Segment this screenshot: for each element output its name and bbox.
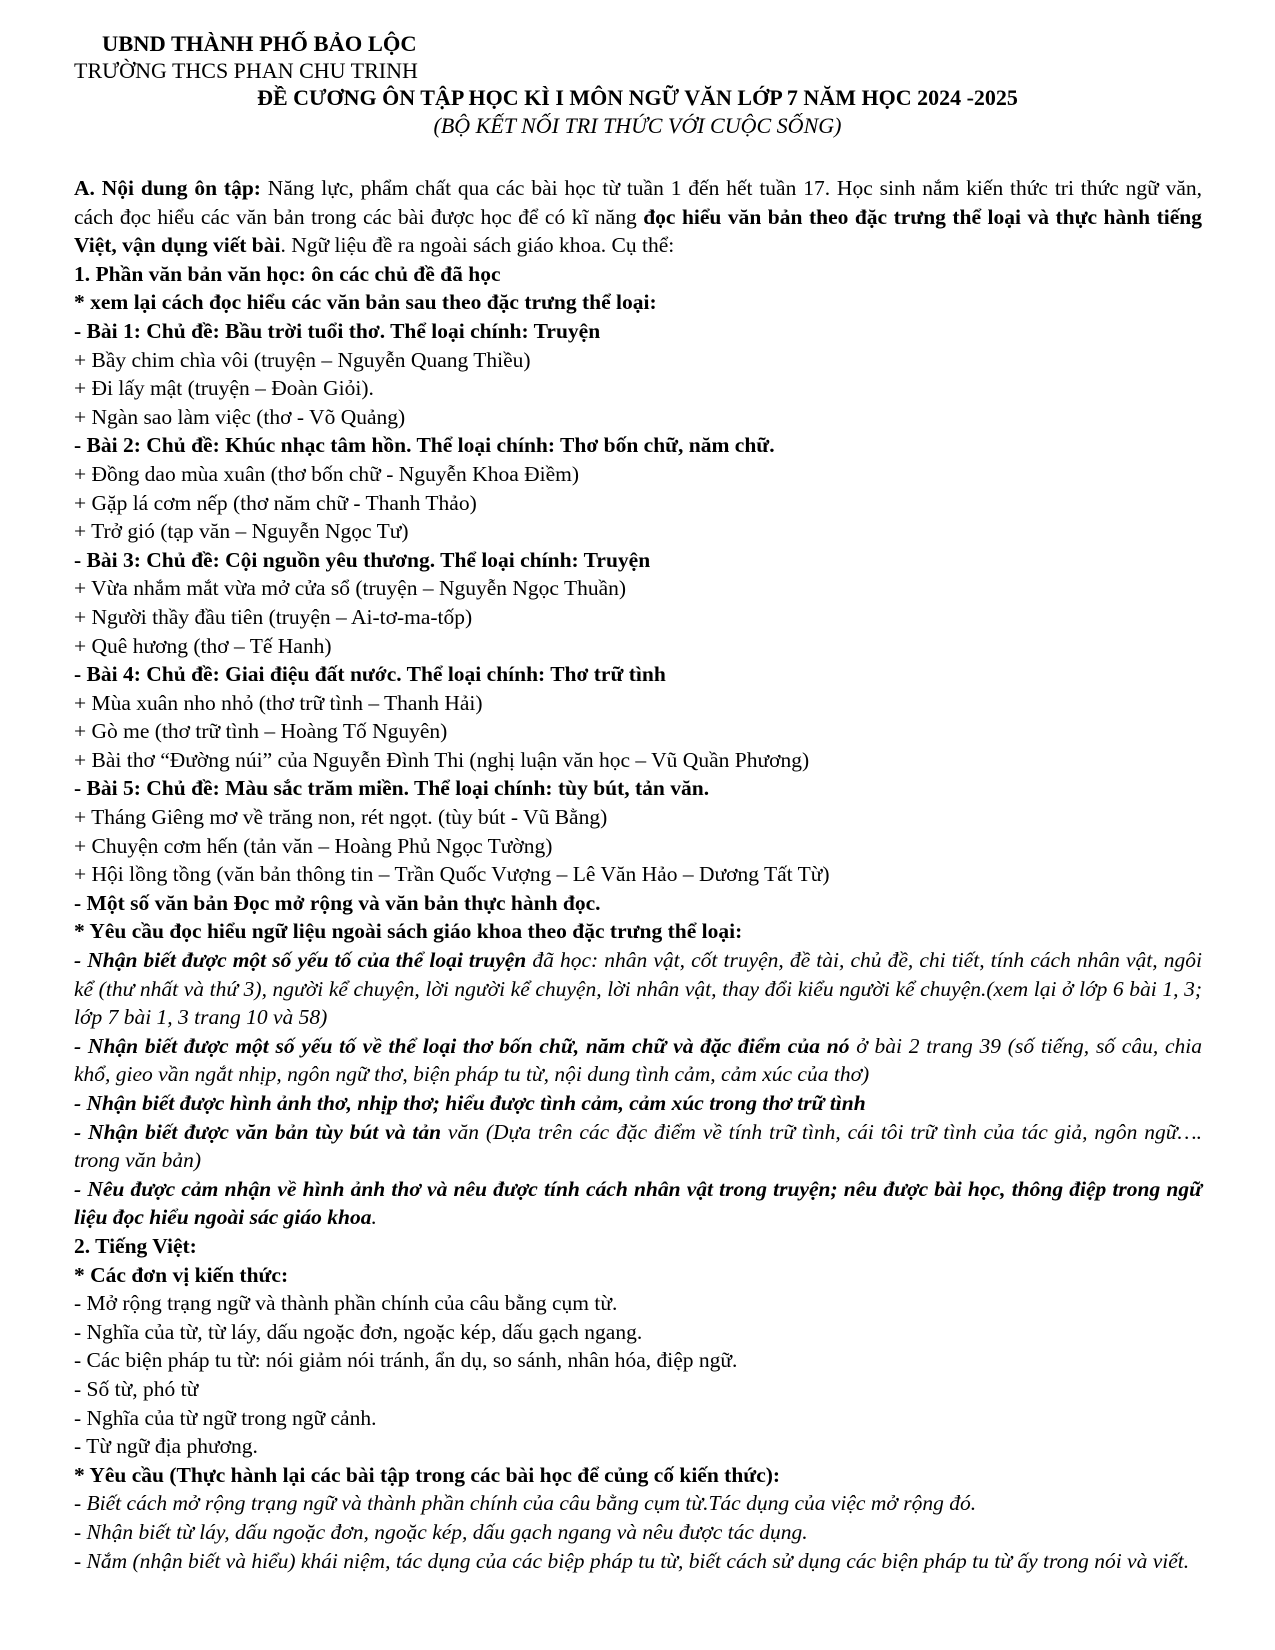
reading-req-item: - Nhận biết được hình ảnh thơ, nhịp thơ; hiểu được tình cảm, cảm xúc trong thơ trữ tình bbox=[74, 1091, 866, 1115]
section-a-label: A. Nội dung ôn tập: bbox=[74, 176, 261, 200]
reading-req-item: - Nhận biết được một số yếu tố của thể loại truyện đã học: nhân vật, cốt truyện, đề tài, chủ đề, chi tiết, tính cách nhân vật, ngôi kể (thư nhất và thứ 3), người kể chuyện, lời người kể chuyện, lời nhân vật, thay đổi kiểu người kể chuyện.(xem lại ở lớp 6 bài 1, 3; lớp 7 bài 1, 3 trang 10 và 58) bbox=[74, 948, 1202, 1030]
reading-req-item: - Nhận biết được văn bản tùy bút và tản văn (Dựa trên các đặc điểm về tính trữ tình, cái tôi trữ tình của tác giả, ngôn ngữ…. trong văn bản) bbox=[74, 1119, 1202, 1173]
lesson-item: + Tháng Giêng mơ về trăng non, rét ngọt. (tùy bút - Vũ Bằng) bbox=[74, 805, 608, 830]
lesson-item: + Gặp lá cơm nếp (thơ năm chữ - Thanh Thảo) bbox=[74, 490, 477, 515]
unit-item: - Nghĩa của từ ngữ trong ngữ cảnh. bbox=[74, 1405, 377, 1430]
lesson-item: + Gò me (thơ trữ tình – Hoàng Tố Nguyên) bbox=[74, 719, 448, 744]
unit-item: - Số từ, phó từ bbox=[74, 1376, 199, 1401]
reading-req-item: - Nêu được cảm nhận về hình ảnh thơ và nêu được tính cách nhân vật trong truyện; nêu được bài học, thông điệp trong ngữ liệu đọc hiểu ngoài sác giáo khoa. bbox=[74, 1176, 1202, 1230]
reading-req-item: - Nhận biết được một số yếu tố về thể loại thơ bốn chữ, năm chữ và đặc điểm của nó ở bài 2 trang 39 (số tiếng, số câu, chia khổ, gieo vần ngắt nhịp, ngôn ngữ thơ, biện pháp tu từ, nội dung tình cảm, cảm xúc của thơ) bbox=[74, 1033, 1202, 1087]
lesson-title: - Bài 4: Chủ đề: Giai điệu đất nước. Thể loại chính: Thơ trữ tình bbox=[74, 662, 666, 687]
unit-item: - Mở rộng trạng ngữ và thành phần chính của câu bằng cụm từ. bbox=[74, 1291, 618, 1316]
lesson-title: - Bài 1: Chủ đề: Bầu trời tuổi thơ. Thể loại chính: Truyện bbox=[74, 318, 601, 343]
extra-reading: - Một số văn bản Đọc mở rộng và văn bản thực hành đọc. bbox=[74, 890, 601, 915]
units-heading: * Các đơn vị kiến thức: bbox=[74, 1262, 289, 1287]
lesson-item: + Vừa nhắm mắt vừa mở cửa sổ (truyện – Nguyễn Ngọc Thuần) bbox=[74, 576, 627, 601]
lesson-item: + Chuyện cơm hến (tản văn – Hoàng Phủ Ngọc Tường) bbox=[74, 833, 553, 858]
unit-item: - Nghĩa của từ, từ láy, dấu ngoặc đơn, ngoặc kép, dấu gạch ngang. bbox=[74, 1319, 643, 1344]
authority-name: UBND THÀNH PHỐ BẢO LỘC bbox=[102, 31, 417, 56]
reading-req-heading: * Yêu cầu đọc hiểu ngữ liệu ngoài sách giáo khoa theo đặc trưng thể loại: bbox=[74, 919, 743, 944]
vietnamese-req-item: - Nắm (nhận biết và hiểu) khái niệm, tác dụng của các biệp pháp tu từ, biết cách sử dụng các biện pháp tu từ ấy trong nói và viết. bbox=[74, 1548, 1190, 1573]
lesson-item: + Đồng dao mùa xuân (thơ bốn chữ - Nguyễn Khoa Điềm) bbox=[74, 461, 580, 486]
lesson-item: + Người thầy đầu tiên (truyện – Ai-tơ-ma-tốp) bbox=[74, 604, 473, 629]
document-title: ĐỀ CƯƠNG ÔN TẬP HỌC KÌ I MÔN NGỮ VĂN LỚP 7 NĂM HỌC 2024 -2025 bbox=[257, 85, 1018, 110]
lesson-title: - Bài 3: Chủ đề: Cội nguồn yêu thương. Thể loại chính: Truyện bbox=[74, 547, 651, 572]
vietnamese-req-item: - Nhận biết từ láy, dấu ngoặc đơn, ngoặc kép, dấu gạch ngang và nêu được tác dụng. bbox=[74, 1519, 808, 1544]
lesson-item: + Trở gió (tạp văn – Nguyễn Ngọc Tư) bbox=[74, 519, 409, 544]
lesson-title: - Bài 5: Chủ đề: Màu sắc trăm miền. Thể loại chính: tùy bút, tản văn. bbox=[74, 776, 710, 801]
vietnamese-req-heading: * Yêu cầu (Thực hành lại các bài tập trong các bài học để củng cố kiến thức): bbox=[74, 1462, 781, 1487]
document-body bbox=[74, 174, 1202, 1575]
lesson-item: + Hội lồng tồng (văn bản thông tin – Trần Quốc Vượng – Lê Văn Hảo – Dương Tất Từ) bbox=[74, 862, 830, 887]
lesson-item: + Mùa xuân nho nhỏ (thơ trữ tình – Thanh Hải) bbox=[74, 690, 483, 715]
lesson-item: + Ngàn sao làm việc (thơ - Võ Quảng) bbox=[74, 404, 406, 429]
lesson-item: + Quê hương (thơ – Tế Hanh) bbox=[74, 633, 332, 658]
part2-heading: 2. Tiếng Việt: bbox=[74, 1233, 197, 1258]
lesson-item: + Bài thơ “Đường núi” của Nguyễn Đình Thi (nghị luận văn học – Vũ Quần Phương) bbox=[74, 747, 810, 772]
unit-item: - Các biện pháp tu từ: nói giảm nói tránh, ẩn dụ, so sánh, nhân hóa, điệp ngữ. bbox=[74, 1348, 738, 1373]
vietnamese-req-item: - Biết cách mở rộng trạng ngữ và thành phần chính của câu bằng cụm từ.Tác dụng của việc mở rộng đó. bbox=[74, 1491, 977, 1516]
lesson-title: - Bài 2: Chủ đề: Khúc nhạc tâm hồn. Thể loại chính: Thơ bốn chữ, năm chữ. bbox=[74, 433, 775, 458]
review-heading: * xem lại cách đọc hiểu các văn bản sau theo đặc trưng thể loại: bbox=[74, 290, 657, 315]
lesson-item: + Bầy chim chìa vôi (truyện – Nguyễn Quang Thiều) bbox=[74, 347, 531, 372]
unit-item: - Từ ngữ địa phương. bbox=[74, 1434, 258, 1459]
part1-heading: 1. Phần văn bản văn học: ôn các chủ đề đã học bbox=[74, 261, 501, 286]
section-a-paragraph: A. Nội dung ôn tập: Năng lực, phẩm chất qua các bài học từ tuần 1 đến hết tuần 17. Học sinh nắm kiến thức tri thức ngữ văn, cách đọc hiểu các văn bản trong các bài được học để có kĩ năng đọc hiểu văn bản theo đặc trưng thể loại và thực hành tiếng Việt, vận dụng viết bài. Ngữ liệu đề ra ngoài sách giáo khoa. Cụ thể: bbox=[74, 176, 1203, 258]
lesson-item: + Đi lấy mật (truyện – Đoàn Giỏi). bbox=[74, 376, 374, 401]
document-subtitle: (BỘ KẾT NỐI TRI THỨC VỚI CUỘC SỐNG) bbox=[433, 113, 842, 138]
school-name: TRƯỜNG THCS PHAN CHU TRINH bbox=[74, 58, 418, 83]
